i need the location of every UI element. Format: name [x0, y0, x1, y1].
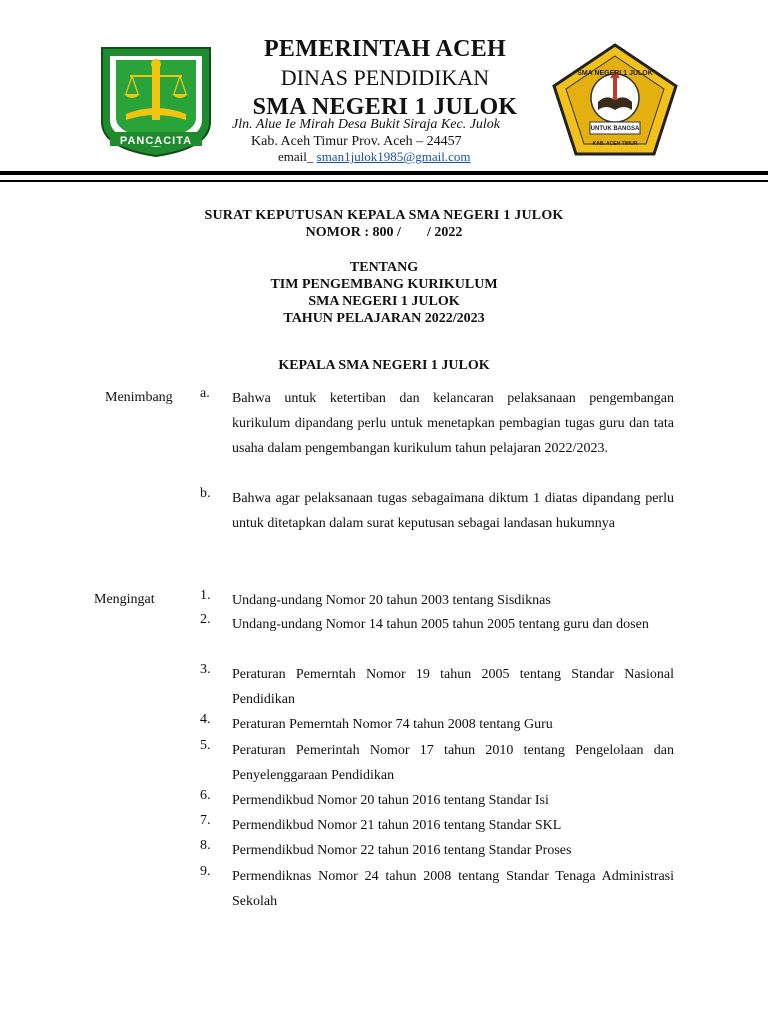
list-marker: 8.	[200, 838, 211, 853]
list-item-text: Permendikbud Nomor 20 tahun 2016 tentang Standar Isi	[232, 793, 549, 808]
list-item-text: Peraturan Pemerntah Nomor 19 tahun 2005 tentang Standar Nasional Pendidikan	[232, 667, 674, 707]
email-link[interactable]: sman1julok1985@gmail.com	[316, 149, 471, 164]
mengingat-item	[200, 738, 674, 788]
list-item-text: Bahwa agar pelaksanaan tugas sebagaimana diktum 1 diatas dipandang perlu untuk ditetapkan dalam surat keputusan sebagai landasan hukumnya	[232, 491, 674, 531]
menimbang-label: Menimbang	[105, 390, 173, 405]
list-item-text: Peraturan Pemerintah Nomor 17 tahun 2010 tentang Pengelolaan dan Penyelenggaraan Pendidikan	[232, 743, 674, 783]
subject-line-1: TIM PENGEMBANG KURIKULUM	[270, 277, 498, 292]
mengingat-label: Mengingat	[94, 592, 155, 607]
email-line	[278, 148, 471, 165]
letterhead-rule-thick	[0, 171, 768, 175]
letterhead-department: DINAS PENDIDIKAN	[280, 65, 490, 90]
mengingat-item	[200, 662, 674, 712]
email-prefix: email_	[278, 149, 314, 164]
list-marker: 6.	[200, 788, 211, 803]
list-item-text: Undang-undang Nomor 20 tahun 2003 tentang Sisdiknas	[232, 593, 551, 608]
mengingat-item	[200, 588, 674, 613]
list-marker: 3.	[200, 662, 211, 677]
letterhead-rule-thin	[0, 180, 768, 182]
right-logo-bottom-text: KAB. ACEH TIMUR	[592, 141, 638, 147]
about-heading: TENTANG	[349, 260, 419, 275]
menimbang-item	[200, 486, 674, 536]
right-logo-top-text: SMA NEGERI 1 JULOK	[577, 70, 653, 77]
list-item-text: Bahwa untuk ketertiban dan kelancaran pelaksanaan pengembangan kurikulum dipandang perlu untuk menetapkan pembagian tugas guru dan tata usaha dalam pengembangan kurikulum tahun pelajaran 2022/2023.	[232, 391, 674, 456]
address-line-2: Kab. Aceh Timur Prov. Aceh – 24457	[251, 134, 462, 149]
mengingat-item	[200, 788, 674, 813]
list-item-text: Undang-undang Nomor 14 tahun 2005 tahun 2005 tentang guru dan dosen	[232, 617, 649, 632]
menimbang-item	[200, 386, 674, 461]
letterhead-government: PEMERINTAH ACEH	[263, 36, 507, 62]
decree-number-year: / 2022	[426, 225, 463, 240]
pancacita-logo-text: PANCACITA	[119, 135, 193, 147]
decree-title: SURAT KEPUTUSAN KEPALA SMA NEGERI 1 JULOK	[204, 208, 564, 223]
mengingat-item	[200, 864, 674, 914]
mengingat-item	[200, 612, 674, 637]
list-marker: 5.	[200, 738, 211, 753]
issuer-heading: KEPALA SMA NEGERI 1 JULOK	[278, 358, 490, 373]
list-marker: a.	[200, 386, 210, 401]
right-logo-banner-text: UNTUK BANGSA	[590, 126, 640, 132]
list-item-text: Peraturan Pemerntah Nomor 74 tahun 2008 tentang Guru	[232, 717, 553, 732]
mengingat-item	[200, 813, 674, 838]
subject-line-3: TAHUN PELAJARAN 2022/2023	[283, 311, 485, 326]
list-marker: b.	[200, 486, 211, 501]
list-item-text: Permendikbud Nomor 21 tahun 2016 tentang Standar SKL	[232, 818, 562, 833]
list-item-text: Permendiknas Nomor 24 tahun 2008 tentang Standar Tenaga Administrasi Sekolah	[232, 869, 674, 909]
subject-line-2: SMA NEGERI 1 JULOK	[308, 294, 460, 309]
list-marker: 1.	[200, 588, 211, 603]
list-item-text: Permendikbud Nomor 22 tahun 2016 tentang Standar Proses	[232, 843, 572, 858]
letterhead	[220, 34, 550, 122]
letterhead-school: SMA NEGERI 1 JULOK	[252, 94, 518, 120]
list-marker: 7.	[200, 813, 211, 828]
mengingat-item	[200, 838, 674, 863]
decree-number	[0, 225, 768, 241]
mengingat-item	[200, 712, 674, 737]
list-marker: 4.	[200, 712, 211, 727]
decree-number-prefix: NOMOR : 800 /	[305, 225, 401, 240]
list-marker: 9.	[200, 864, 211, 879]
list-marker: 2.	[200, 612, 211, 627]
address-line-1: Jln. Alue Ie Mirah Desa Bukit Siraja Kec. Julok	[232, 117, 501, 132]
